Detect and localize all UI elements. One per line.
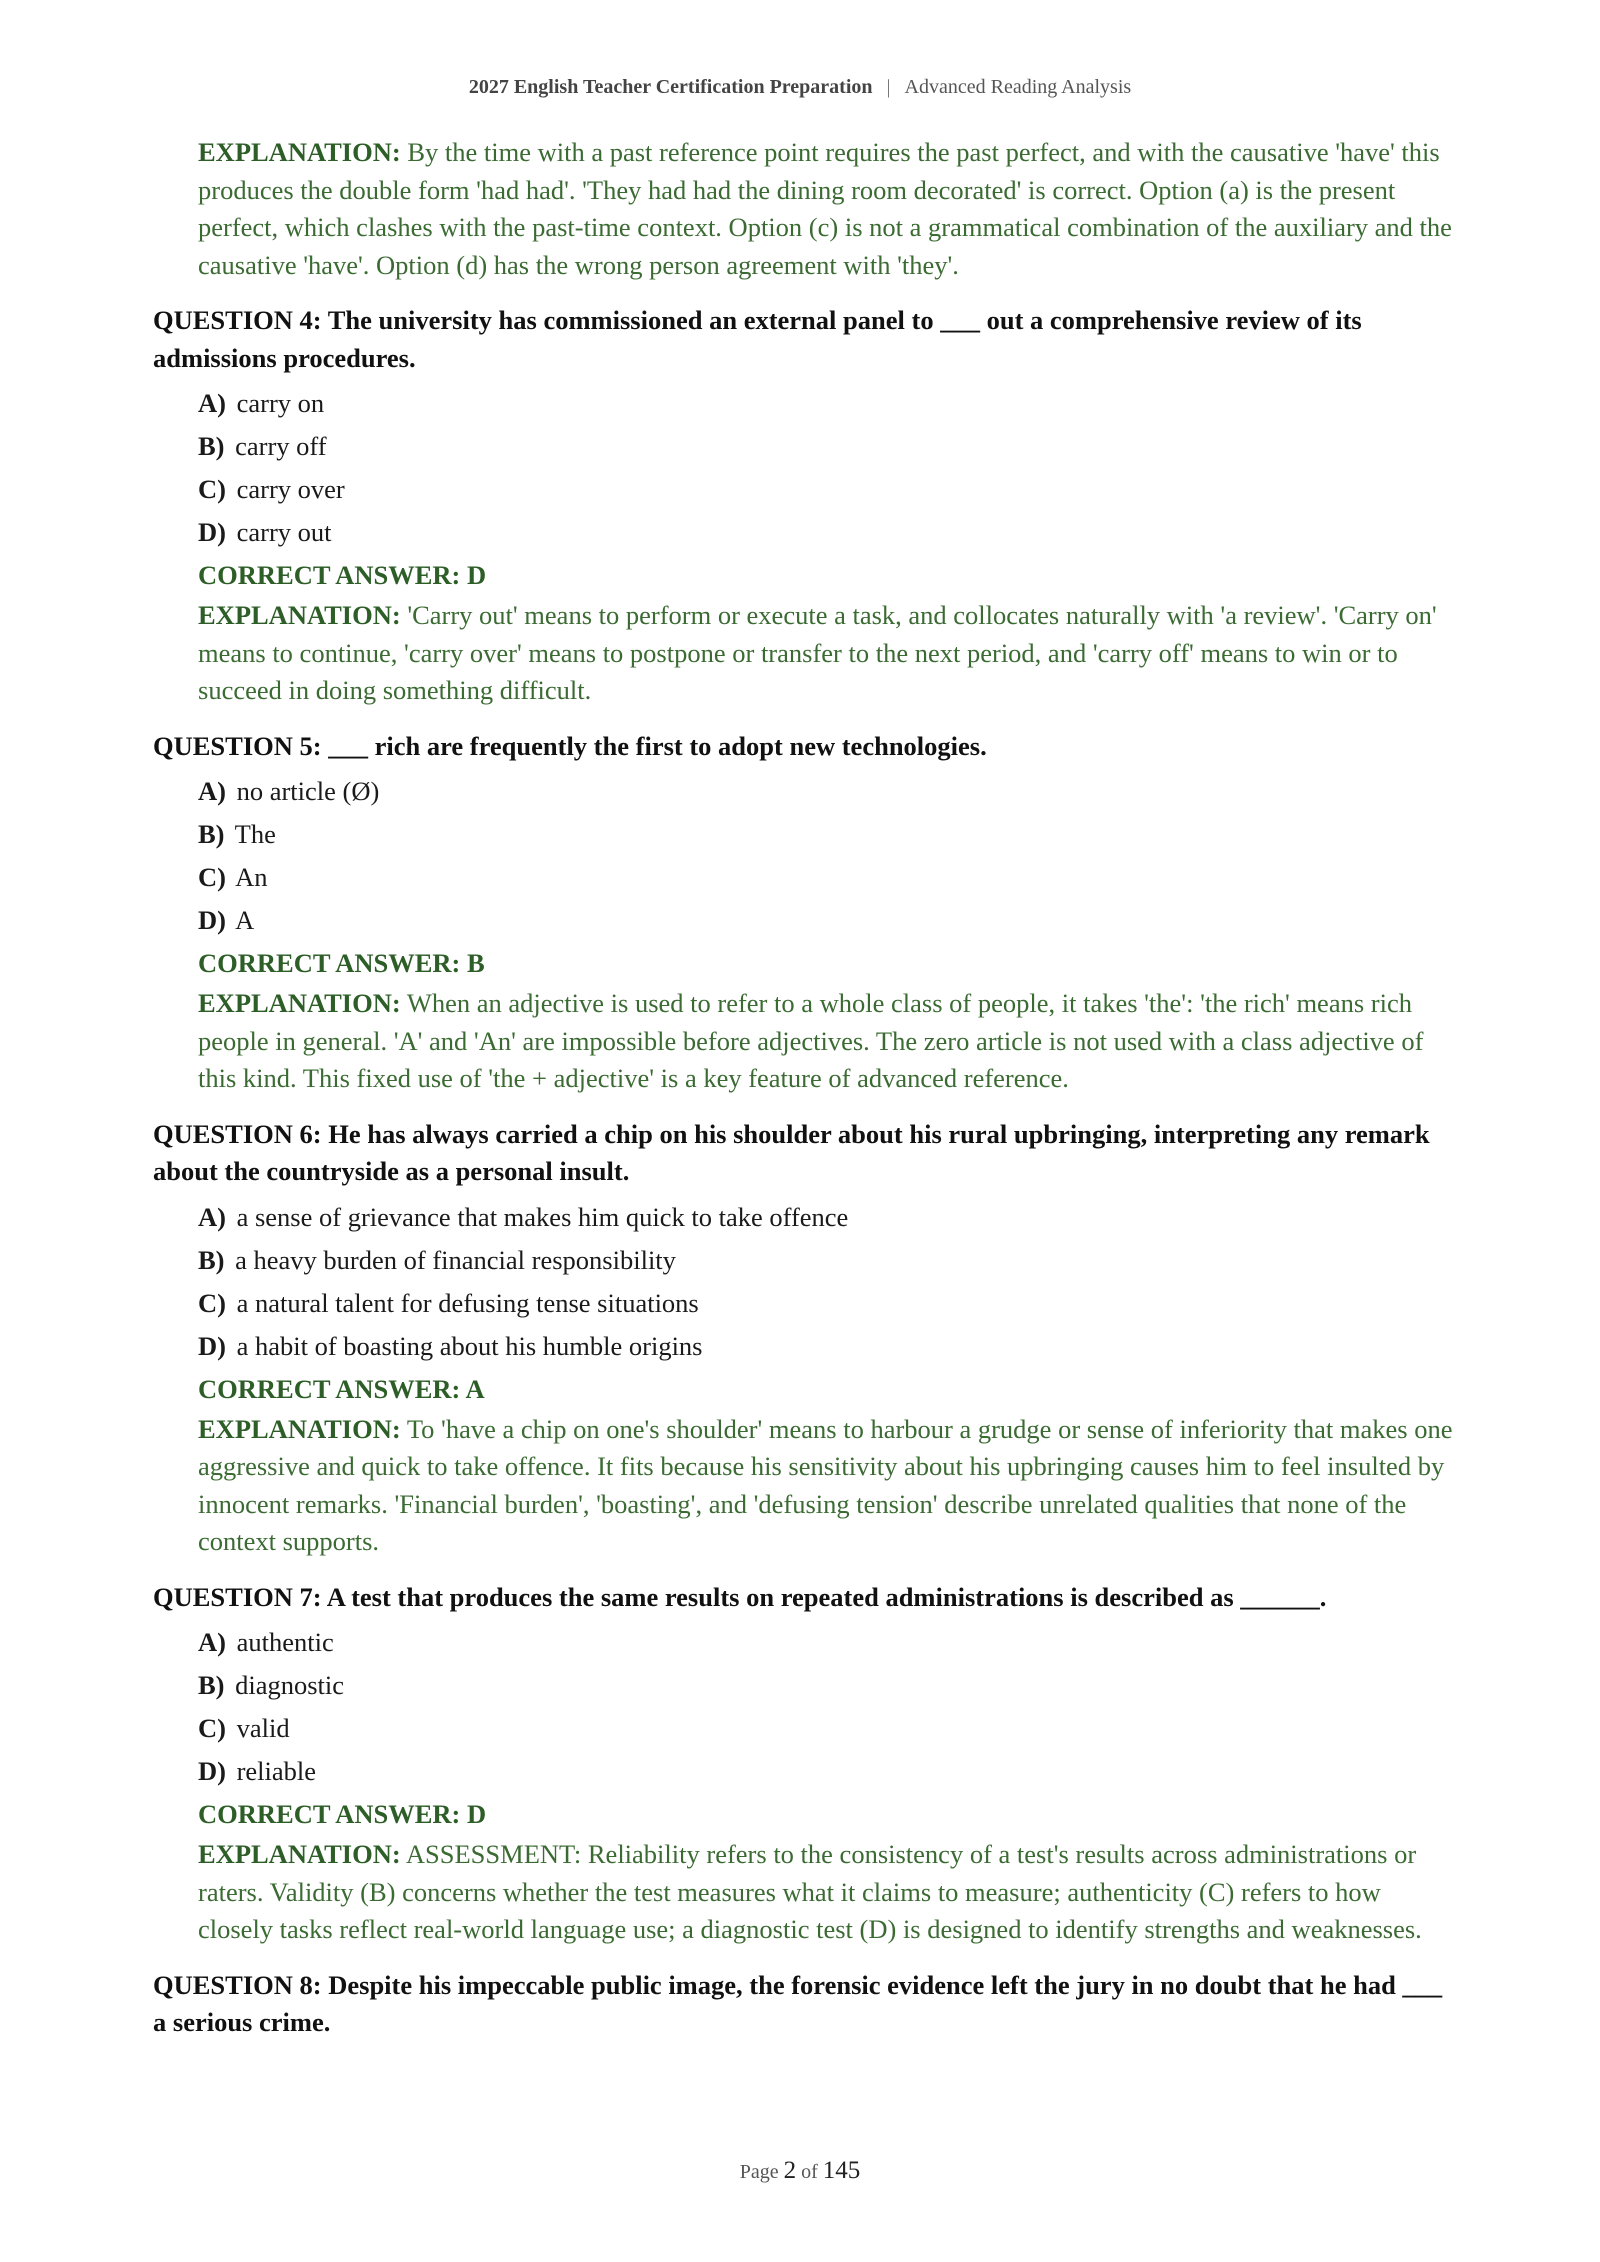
option-c — [198, 1707, 1453, 1750]
explanation-text: To 'have a chip on one's shoulder' means to harbour a grudge or sense of inferiority that makes one aggressive and quick to take offence. It fits because his sensitivity about his upbringing causes him to feel insulted by innocent remarks. 'Financial burden', 'boasting', and 'defusing tension' describe unrelated qualities that none of the context supports. — [198, 1413, 1453, 1556]
header-section: Advanced Reading Analysis — [904, 76, 1132, 98]
header-separator: | — [886, 76, 891, 98]
explanation-text: When an adjective is used to refer to a whole class of people, it takes 'the': 'the rich' means rich people in general. 'A' and 'An' are impossible before adjectives. The zero article is not used with a class adjective of this kind. This fixed use of 'the + adjective' is a key feature of advanced reference. — [198, 988, 1424, 1093]
option-text: The — [234, 819, 276, 849]
explanation — [198, 597, 1453, 710]
option-letter: A) — [198, 388, 226, 418]
option-letter: C) — [198, 862, 226, 892]
explanation-label: EXPLANATION: — [198, 600, 401, 630]
option-text: authentic — [236, 1627, 334, 1657]
total-pages: 145 — [822, 2157, 861, 2184]
option-text: a sense of grievance that makes him quick to take offence — [236, 1201, 849, 1232]
option-b — [198, 1664, 1453, 1707]
option-d — [198, 1325, 1453, 1368]
explanation — [198, 1836, 1453, 1949]
correct-answer: CORRECT ANSWER: D — [198, 560, 487, 590]
option-letter: C) — [198, 1713, 226, 1743]
page-word: Page — [739, 2161, 779, 2183]
question-6 — [153, 1116, 1453, 1561]
page-number: 2 — [783, 2157, 797, 2184]
of-word: of — [801, 2161, 818, 2183]
option-c — [198, 1282, 1453, 1325]
option-letter: A) — [198, 1201, 226, 1232]
option-text: carry over — [236, 474, 345, 504]
explanation-label: EXPLANATION: — [198, 137, 401, 167]
page-content — [153, 134, 1453, 2047]
option-d — [198, 899, 1453, 942]
option-text: carry out — [236, 517, 332, 547]
question-4 — [153, 302, 1453, 710]
option-b — [198, 425, 1453, 468]
option-letter: A) — [198, 1627, 226, 1657]
option-b — [198, 1239, 1453, 1282]
option-letter: B) — [198, 819, 225, 849]
correct-answer: CORRECT ANSWER: A — [198, 1373, 485, 1404]
explanation-label: EXPLANATION: — [198, 988, 401, 1018]
explanation-text: 'Carry out' means to perform or execute a task, and collocates naturally with 'a review'. 'Carry on' means to continue, 'carry over' means to postpone or transfer to the next period, and 'carry off' means to win or to succeed in doing something difficult. — [198, 600, 1437, 705]
option-text: An — [235, 862, 268, 892]
explanation-label: EXPLANATION: — [198, 1413, 401, 1444]
explanation — [198, 985, 1453, 1098]
option-a — [198, 382, 1453, 425]
option-letter: D) — [198, 905, 226, 935]
correct-answer: CORRECT ANSWER: B — [198, 948, 485, 978]
option-letter: B) — [198, 1670, 225, 1700]
question-stem: QUESTION 5: ___ rich are frequently the first to adopt new technologies. — [153, 730, 987, 761]
option-d — [198, 1750, 1453, 1793]
option-text: a heavy burden of financial responsibility — [235, 1244, 676, 1275]
option-text: carry on — [236, 388, 325, 418]
running-header — [0, 76, 1600, 99]
question-stem: QUESTION 6: He has always carried a chip on his shoulder about his rural upbringing, interpreting any remark about the countryside as a personal insult. — [153, 1118, 1430, 1186]
question-5 — [153, 728, 1453, 1098]
option-text: no article (Ø) — [236, 776, 380, 806]
question-stem: QUESTION 8: Despite his impeccable public image, the forensic evidence left the jury in no doubt that he had ___ a serious crime. — [153, 1969, 1443, 2037]
option-a — [198, 1621, 1453, 1664]
option-a — [198, 1196, 1453, 1239]
explanation-text: ASSESSMENT: Reliability refers to the consistency of a test's results across administrations or raters. Validity (B) concerns whether the test measures what it claims to measure; authenticity (C) refers to how closely tasks reflect real-world language use; a diagnostic test (D) is designed to identify strengths and weaknesses. — [198, 1839, 1422, 1944]
option-text: reliable — [236, 1756, 317, 1786]
header-title: 2027 English Teacher Certification Preparation — [468, 76, 873, 98]
option-letter: B) — [198, 1244, 225, 1275]
option-b — [198, 813, 1453, 856]
option-letter: D) — [198, 517, 226, 547]
option-text: valid — [236, 1713, 290, 1743]
option-letter: B) — [198, 431, 225, 461]
option-letter: D) — [198, 1330, 226, 1361]
option-text: a natural talent for defusing tense situations — [236, 1287, 699, 1318]
page-footer — [0, 2157, 1600, 2185]
option-letter: C) — [198, 474, 226, 504]
option-c — [198, 856, 1453, 899]
option-a — [198, 770, 1453, 813]
carryover-explanation — [198, 134, 1453, 284]
explanation-text: By the time with a past reference point requires the past perfect, and with the causative 'have' this produces the double form 'had had'. 'They had had the dining room decorated' is correct. Option (a) is the present perfect, which clashes with the past-time context. Option (c) is not a grammatical combination of the auxiliary and the causative 'have'. Option (d) has the wrong person agreement with 'they'. — [198, 137, 1452, 280]
option-letter: D) — [198, 1756, 226, 1786]
option-text: A — [235, 905, 255, 935]
question-7 — [153, 1579, 1453, 1949]
correct-answer: CORRECT ANSWER: D — [198, 1799, 487, 1829]
option-letter: A) — [198, 776, 226, 806]
explanation — [198, 1411, 1453, 1561]
explanation-label: EXPLANATION: — [198, 1839, 401, 1869]
question-8 — [153, 1967, 1453, 2042]
option-letter: C) — [198, 1287, 226, 1318]
option-d — [198, 511, 1453, 554]
option-text: carry off — [235, 431, 327, 461]
question-stem: QUESTION 7: A test that produces the same results on repeated administrations is described as ______. — [153, 1581, 1327, 1612]
option-text: a habit of boasting about his humble origins — [236, 1330, 703, 1361]
option-c — [198, 468, 1453, 511]
option-text: diagnostic — [235, 1670, 345, 1700]
question-stem: QUESTION 4: The university has commissioned an external panel to ___ out a comprehensive review of its admissions procedures. — [153, 305, 1362, 373]
